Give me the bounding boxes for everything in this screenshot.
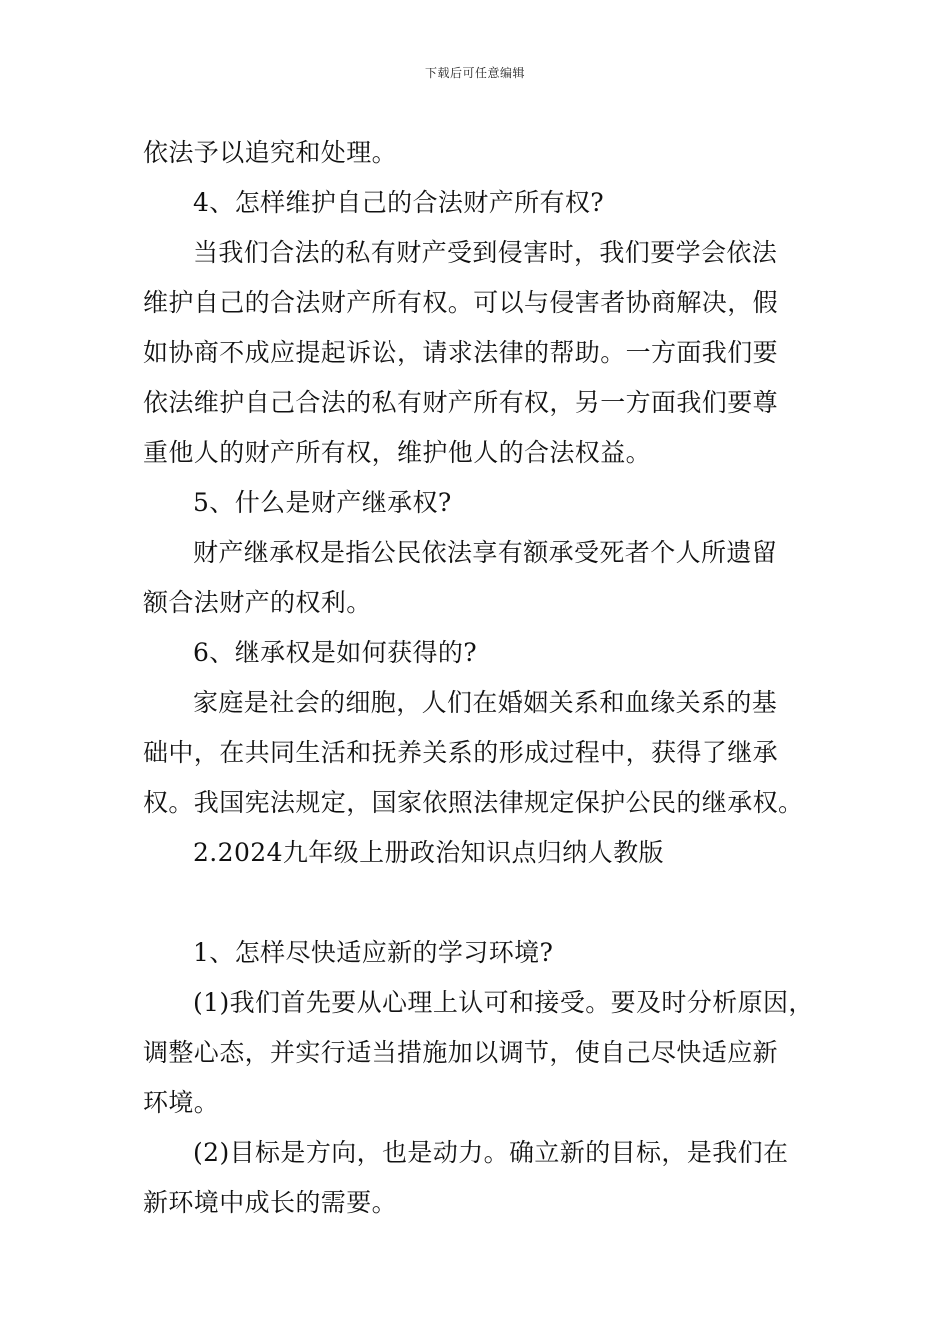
paragraph-line: 财产继承权是指公民依法享有额承受死者个人所遗留: [193, 538, 778, 567]
paragraph-line: 新环境中成长的需要。: [143, 1188, 398, 1217]
paragraph-line: 重他人的财产所有权，维护他人的合法权益。: [143, 438, 652, 467]
paragraph-line: (2)目标是方向，也是动力。确立新的目标，是我们在: [193, 1138, 789, 1167]
question-heading: 5、什么是财产继承权?: [193, 488, 452, 517]
paragraph-line: (1)我们首先要从心理上认可和接受。要及时分析原因，: [193, 988, 814, 1017]
question-heading: 1、怎样尽快适应新的学习环境?: [193, 938, 554, 967]
paragraph-line: 当我们合法的私有财产受到侵害时，我们要学会依法: [193, 238, 778, 267]
blank-line: [143, 878, 811, 928]
section-title: 2.2024九年级上册政治知识点归纳人教版: [193, 838, 664, 867]
document-body: [143, 128, 814, 1228]
paragraph-line: 依法维护自己合法的私有财产所有权，另一方面我们要尊: [143, 388, 779, 417]
paragraph-line: 调整心态，并实行适当措施加以调节，使自己尽快适应新: [143, 1038, 779, 1067]
paragraph-line: 础中，在共同生活和抚养关系的形成过程中，获得了继承: [143, 738, 779, 767]
paragraph-line: 如协商不成应提起诉讼，请求法律的帮助。一方面我们要: [143, 338, 779, 367]
page-header: 下载后可任意编辑: [424, 66, 525, 80]
paragraph-line: 权。我国宪法规定，国家依照法律规定保护公民的继承权。: [143, 788, 804, 817]
question-heading: 6、继承权是如何获得的?: [193, 638, 478, 667]
paragraph-line: 环境。: [143, 1088, 220, 1117]
question-heading: 4、怎样维护自己的合法财产所有权?: [193, 188, 605, 217]
paragraph-line: 维护自己的合法财产所有权。可以与侵害者协商解决，假: [143, 288, 779, 317]
paragraph-line: 额合法财产的权利。: [143, 588, 372, 617]
paragraph-line: 家庭是社会的细胞，人们在婚姻关系和血缘关系的基: [193, 688, 778, 717]
paragraph-line: 依法予以追究和处理。: [143, 138, 398, 167]
